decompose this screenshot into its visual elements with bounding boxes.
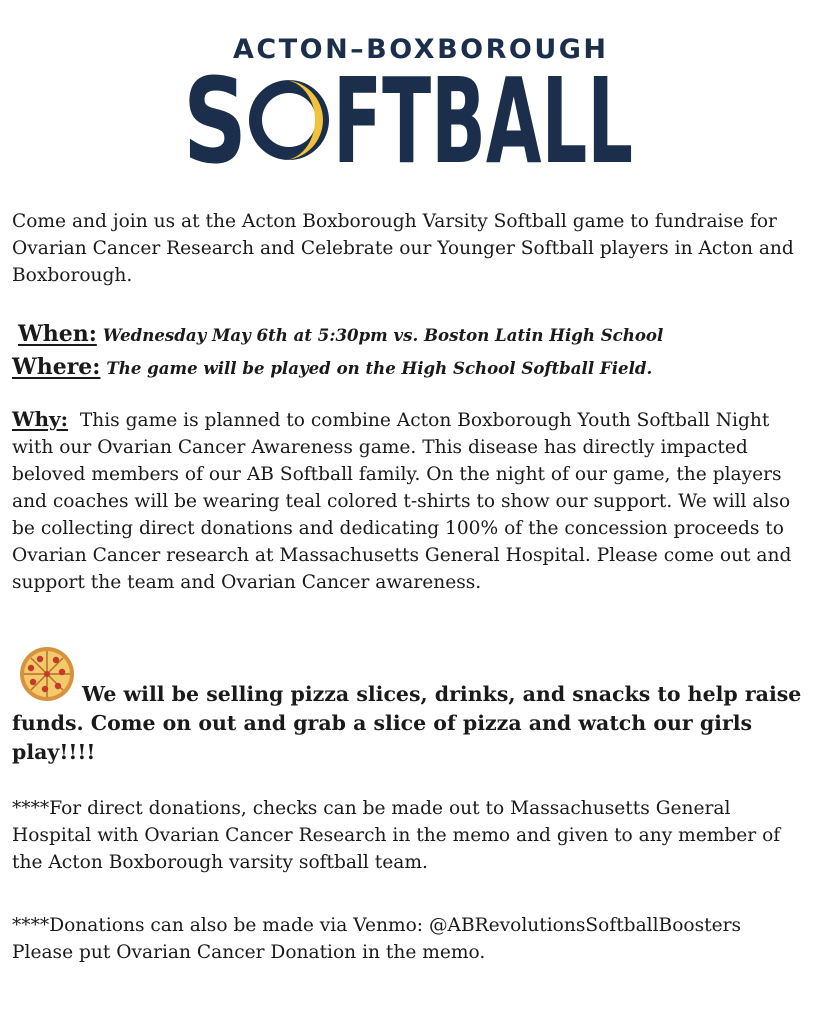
where-row	[12, 351, 812, 384]
donation-checks-paragraph: ****For direct donations, checks can be made out to Massachusetts General Hospital with Ovarian Cancer Research in the memo and given to any member of the Acton Boxborough varsity softball team.	[12, 798, 781, 873]
pizza-section	[12, 645, 812, 775]
where-label: Where:	[12, 354, 101, 380]
logo-ball-icon	[249, 80, 329, 160]
pizza-announcement: We will be selling pizza slices, drinks, and snacks to help raise funds. Come on out and grab a slice of pizza and watch our girls play!!!!	[12, 682, 802, 764]
logo-letters-ftball: FTBALL	[333, 68, 633, 168]
where-value: The game will be played on the High School Softball Field.	[106, 358, 653, 378]
event-details	[12, 318, 812, 384]
why-text: This game is planned to combine Acton Boxborough Youth Softball Night with our Ovarian Cancer Awareness game. This disease has directly impacted beloved members of our AB Softball family. On the night of our game, the players and coaches will be wearing teal colored t-shirts to show our support. We will also be collecting direct donations and dedicating 100% of the concession proceeds to Ovarian Cancer research at Massachusetts General Hospital. Please come out and support the team and Ovarian Cancer awareness.	[12, 410, 792, 593]
why-label: Why:	[12, 407, 69, 431]
venmo-memo-line: Please put Ovarian Cancer Donation in the memo.	[12, 942, 486, 963]
when-value: Wednesday May 6th at 5:30pm vs. Boston Latin High School	[102, 325, 664, 345]
venmo-line: ****Donations can also be made via Venmo: @ABRevolutionsSoftballBoosters	[12, 915, 742, 936]
intro-paragraph: Come and join us at the Acton Boxborough Varsity Softball game to fundraise for Ovarian Cancer Research and Celebrate our Younger Softball players in Acton and Boxborough.	[12, 211, 794, 286]
logo-top-line: ACTON–BOXBOROUGH	[233, 34, 609, 65]
softball-logo	[0, 34, 822, 168]
why-paragraph	[12, 406, 812, 596]
when-row	[12, 318, 812, 351]
when-label: When:	[18, 321, 97, 347]
donation-venmo-paragraph	[12, 912, 812, 966]
logo-softball-wordmark	[183, 68, 643, 168]
logo-letter-s: S	[183, 68, 247, 168]
